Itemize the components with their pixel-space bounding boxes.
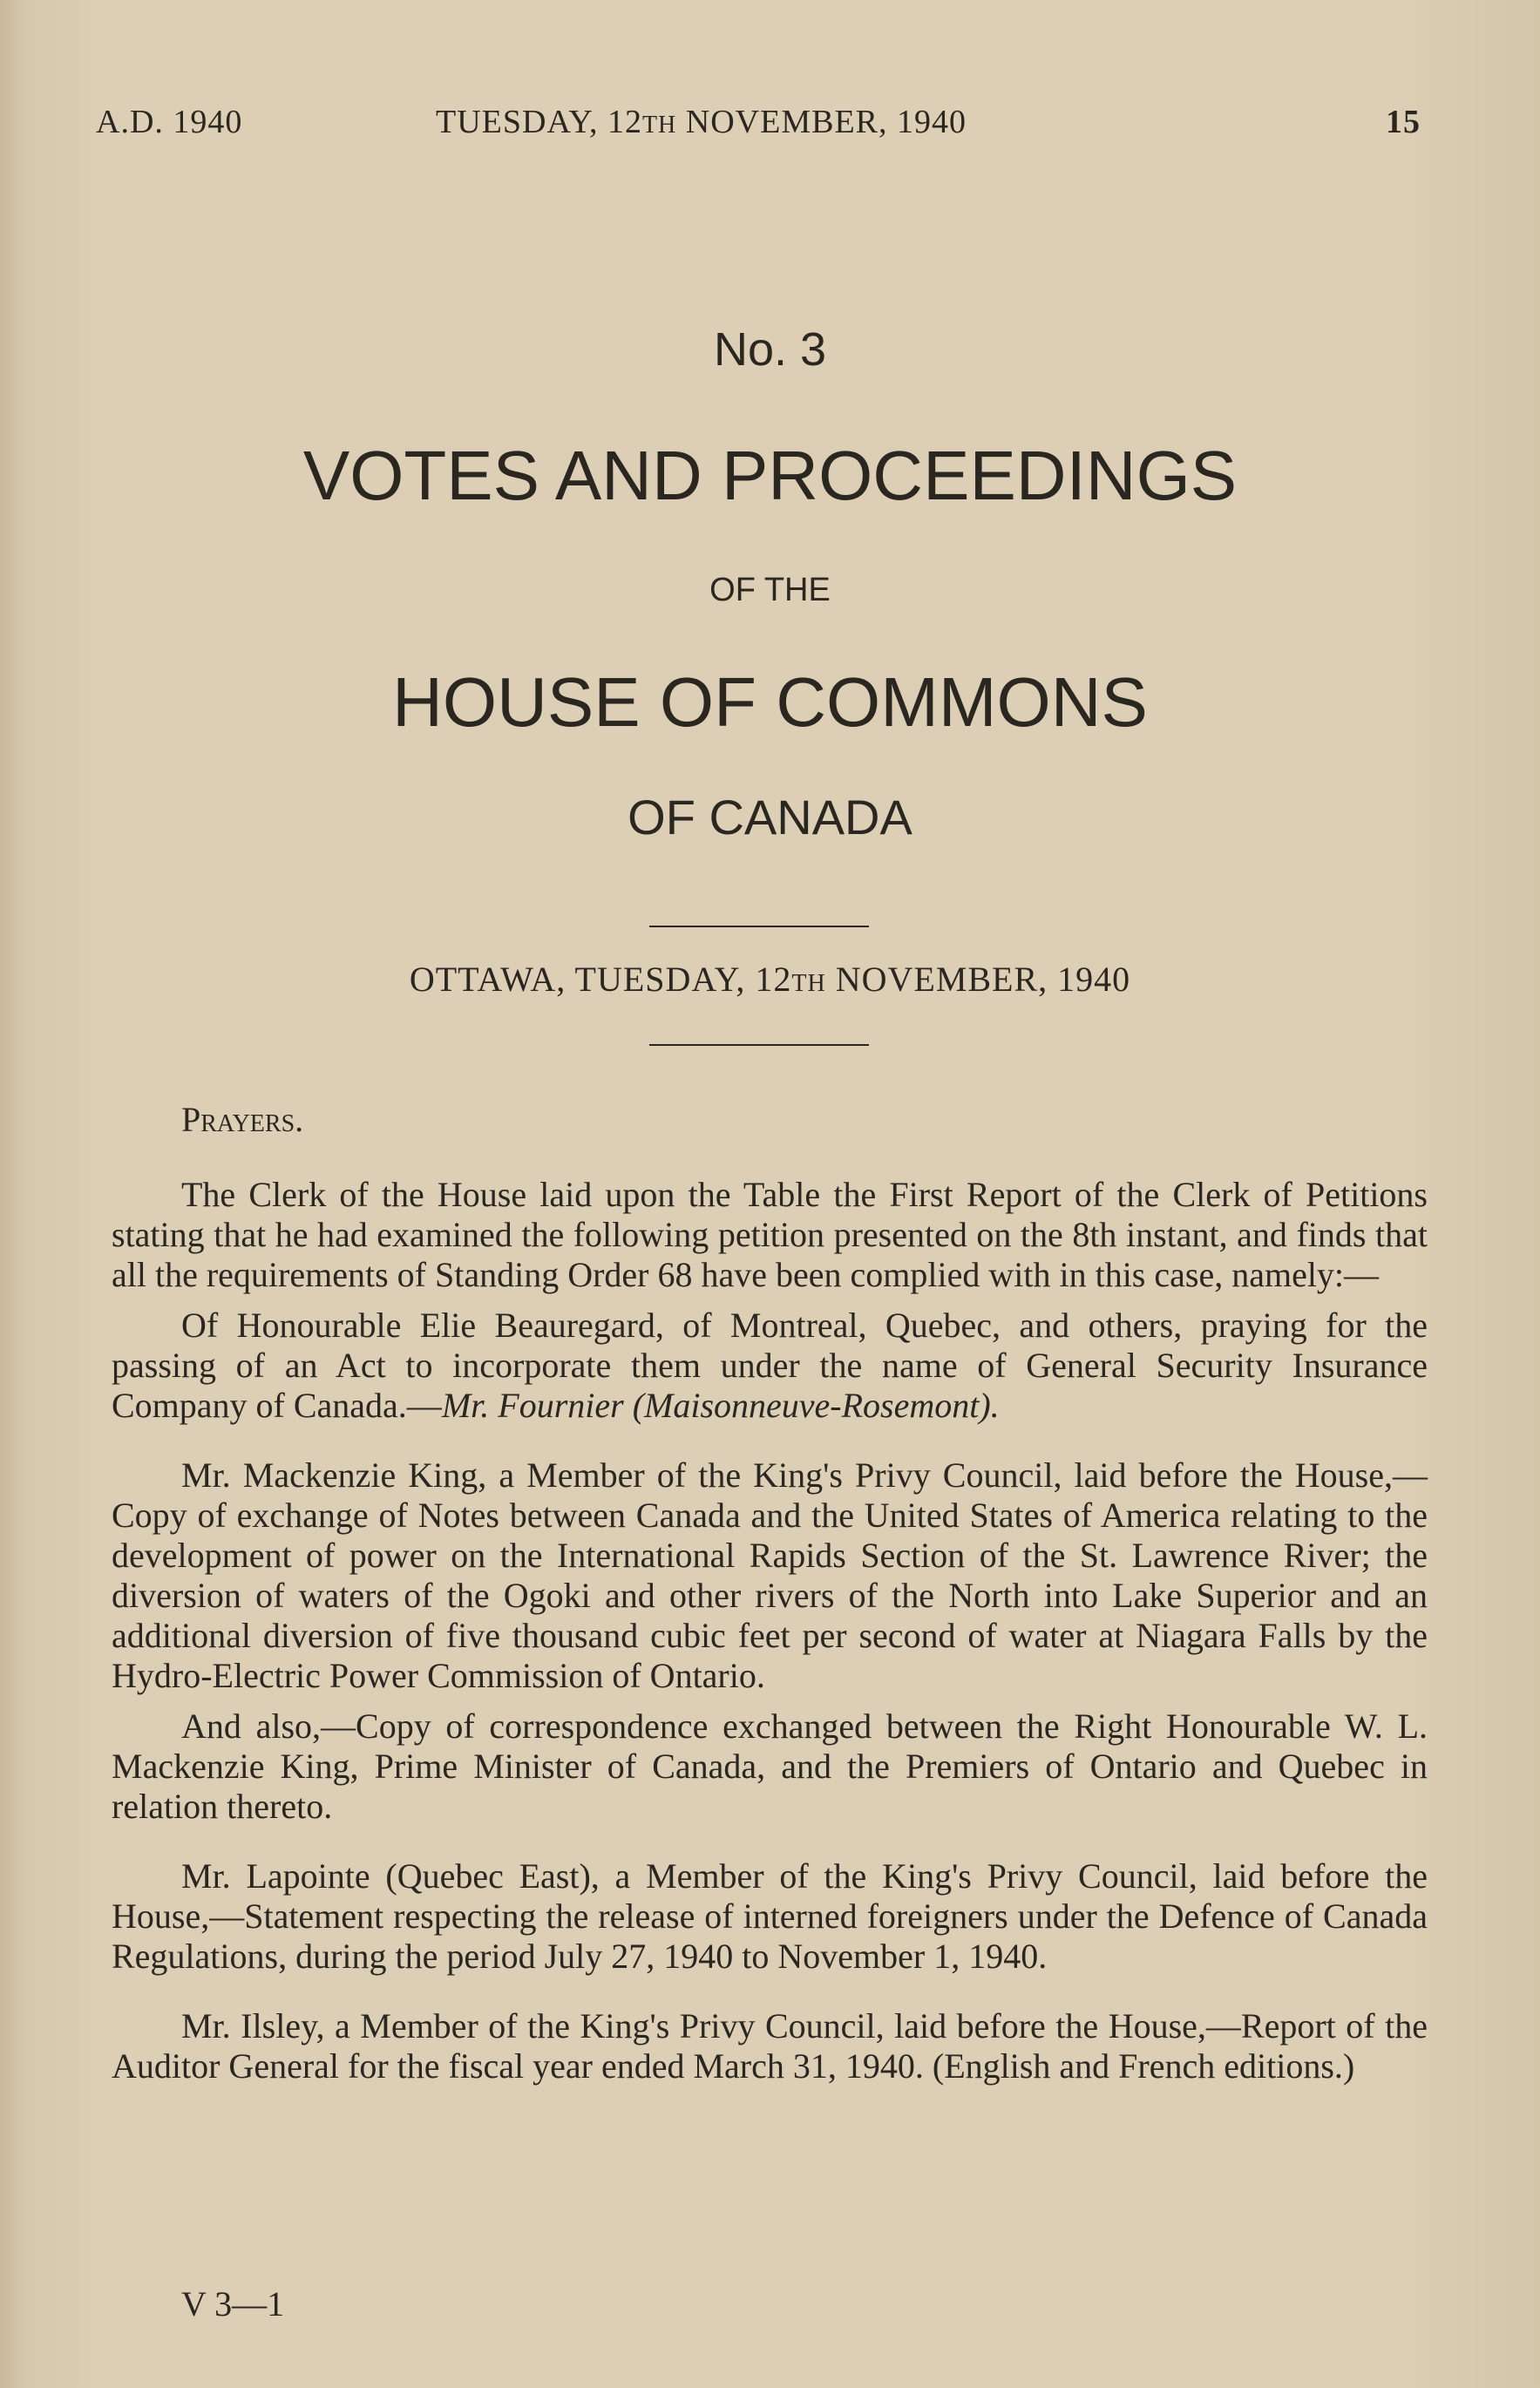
title-of-the: OF THE — [709, 572, 831, 608]
paragraph-correspondence: And also,—Copy of correspondence exchanged between the Right Honourable W. L. Mackenzie King, Prime Minister of Canada, and the Premiers of Ontario and Quebec in relation thereto. — [112, 1706, 1428, 1826]
petition-text: Of Honourable Elie Beauregard, of Montreal, Quebec, and others, praying for the passing of an Act to incorporate them under the name of General Security Insurance Company of Canada.— — [112, 1306, 1428, 1425]
paragraph-ilsley: Mr. Ilsley, a Member of the King's Privy Council, laid before the House,—Report of the Auditor General for the fiscal year ended March 31, 1940. (English and French editions.) — [112, 2006, 1428, 2086]
proceedings-body — [112, 1100, 1428, 2097]
divider-top — [649, 926, 869, 927]
header-date-prefix: TUESDAY, 12 — [436, 104, 642, 140]
issue-number: No. 3 — [713, 323, 827, 376]
header-year: A.D. 1940 — [96, 104, 243, 140]
dateline — [0, 959, 1540, 1000]
header-date-ordinal: TH — [641, 112, 677, 139]
dateline-suffix: NOVEMBER, 1940 — [825, 960, 1131, 999]
header-date-suffix: NOVEMBER, 1940 — [676, 104, 967, 140]
petition-member: Mr. Fournier (Maisonneuve-Rosemont). — [441, 1386, 1000, 1425]
title-of-canada: OF CANADA — [628, 790, 912, 845]
page-number: 15 — [1386, 104, 1421, 140]
paragraph-petition — [112, 1306, 1428, 1426]
paragraph-clerk-report: The Clerk of the House laid upon the Table the First Report of the Clerk of Petitions stating that he had examined the following petition presented on the 8th instant, and finds that all the requirements of Standing Order 68 have been complied with in this case, namely:— — [112, 1175, 1428, 1294]
title-votes-and-proceedings: VOTES AND PROCEEDINGS — [302, 437, 1238, 514]
header-date — [436, 103, 967, 141]
paragraph-lapointe: Mr. Lapointe (Quebec East), a Member of the King's Privy Council, laid before the House,—Statement respecting the release of interned foreigners under the Defence of Canada Regulations, during the period July 27, 1940 to November 1, 1940. — [112, 1856, 1428, 1976]
signature-mark: V 3—1 — [181, 2284, 285, 2324]
divider-bottom — [649, 1044, 869, 1046]
paragraph-mackenzie-king: Mr. Mackenzie King, a Member of the King's Privy Council, laid before the House,—Copy of exchange of Notes between Canada and the United States of America relating to the development of power on the International Rapids Section of the St. Lawrence River; the diversion of waters of the Ogoki and other rivers of the North into Lake Superior and an additional diversion of five thousand cubic feet per second of water at Niagara Falls by the Hydro-Electric Power Commission of Ontario. — [112, 1455, 1428, 1695]
dateline-ordinal: TH — [791, 970, 826, 997]
prayers-heading: Prayers. — [181, 1100, 304, 1139]
dateline-prefix: OTTAWA, TUESDAY, 12 — [409, 960, 792, 999]
running-header — [96, 103, 1421, 155]
title-house-of-commons: HOUSE OF COMMONS — [392, 663, 1148, 741]
